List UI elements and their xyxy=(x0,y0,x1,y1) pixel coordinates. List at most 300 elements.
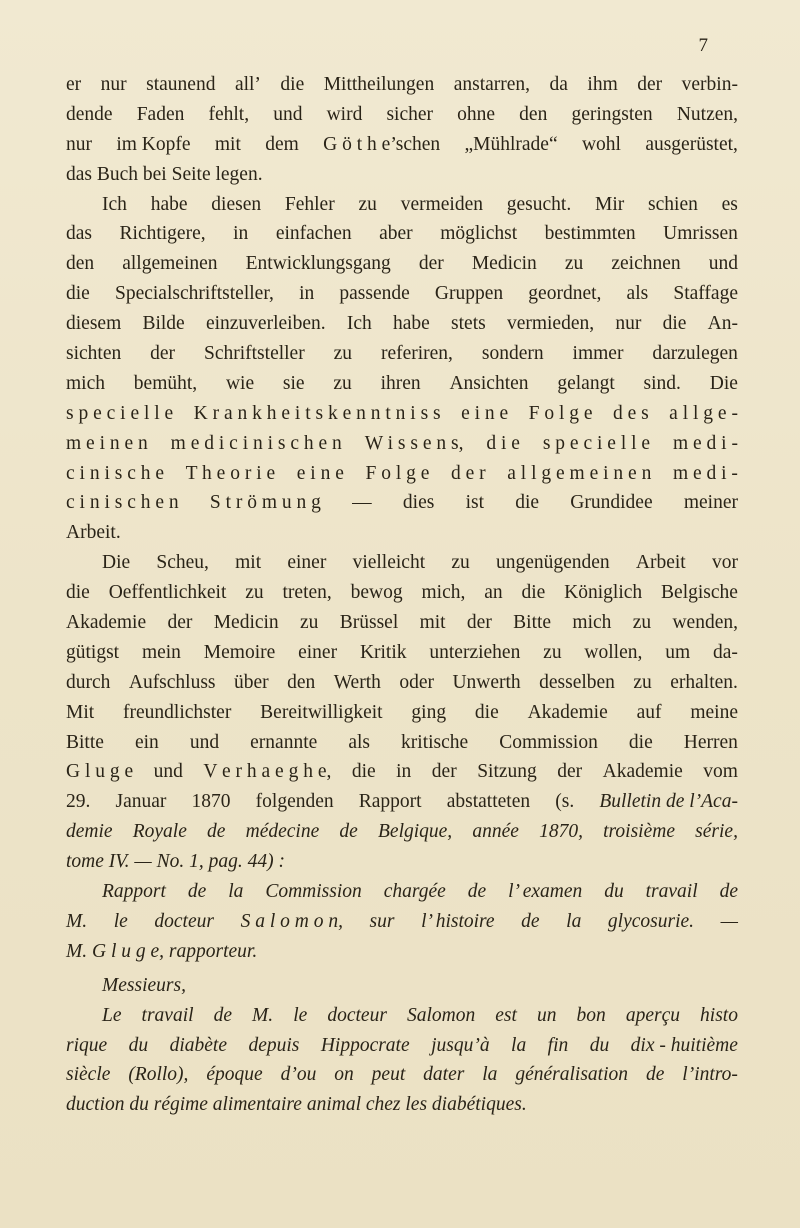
text-line xyxy=(66,937,738,967)
word: S t r ö m u n g xyxy=(209,492,321,514)
text-line xyxy=(66,1001,738,1031)
word: zu xyxy=(358,193,377,215)
word: m e i n e n xyxy=(66,432,148,454)
word: la xyxy=(482,1064,498,1086)
word: mein xyxy=(141,641,181,663)
word: zu xyxy=(333,372,352,394)
word: Belgique, xyxy=(378,821,453,843)
word: meine xyxy=(690,701,738,723)
word: bestimmten xyxy=(544,223,636,245)
word: das xyxy=(66,223,92,245)
word: s p e c i e l l e xyxy=(542,432,651,454)
word: mit xyxy=(214,133,241,155)
text-line xyxy=(66,369,738,399)
word: ein xyxy=(134,731,159,753)
word: der xyxy=(637,74,663,95)
word: die xyxy=(521,582,546,604)
word: dem xyxy=(265,133,299,155)
word: Rapport xyxy=(358,791,422,813)
word: in xyxy=(396,761,412,783)
word: la xyxy=(511,1034,527,1056)
word: passende xyxy=(339,283,410,305)
word: stets xyxy=(451,313,486,335)
word: mich, xyxy=(421,582,466,604)
text-line xyxy=(66,459,738,489)
word: sind. xyxy=(643,372,681,394)
word: Royale xyxy=(132,821,187,843)
word: an xyxy=(484,582,503,604)
word: — xyxy=(720,910,738,932)
word: Medicin xyxy=(471,253,537,275)
word: abstatteten xyxy=(446,791,531,813)
word: verbin- xyxy=(681,74,738,95)
word: Scheu, xyxy=(156,552,209,574)
word: der xyxy=(431,761,457,783)
word: gesucht. xyxy=(506,193,572,215)
word: 29. xyxy=(66,791,91,813)
word: als xyxy=(348,731,370,753)
word: und xyxy=(708,253,738,275)
word: im Kopfe xyxy=(116,133,191,155)
word: c i n i s c h e n xyxy=(66,492,179,514)
word: die xyxy=(66,283,90,305)
word: geordnet, xyxy=(528,283,602,305)
word: du xyxy=(128,1034,149,1056)
word: Arbeit xyxy=(635,552,686,574)
word: da xyxy=(549,74,568,95)
word: ihren xyxy=(380,372,421,394)
word: S a l o m o n, xyxy=(240,910,343,932)
text-line xyxy=(66,548,738,578)
word: bewog xyxy=(350,582,403,604)
word: der xyxy=(557,761,583,783)
word: vor xyxy=(711,552,738,574)
word: folgenden xyxy=(255,791,334,813)
word: Akademie xyxy=(602,761,683,783)
word: sie xyxy=(282,372,305,394)
word: ausgerüstet, xyxy=(645,133,738,155)
word: la xyxy=(566,910,582,932)
word: chargée xyxy=(383,881,446,903)
word: Bitte xyxy=(513,612,552,634)
word: W i s s e n s, xyxy=(364,432,464,454)
word: einzuverleiben. xyxy=(205,313,326,335)
word: um xyxy=(665,641,691,663)
word: (s. xyxy=(555,791,575,813)
word: dix - huitième xyxy=(630,1034,738,1056)
word: Faden xyxy=(136,103,185,125)
word: ist xyxy=(465,492,484,514)
text-line xyxy=(66,339,738,369)
word: Salomon xyxy=(406,1004,476,1026)
word: die xyxy=(66,582,90,604)
word: Hippocrate xyxy=(320,1034,410,1056)
text-line xyxy=(66,817,738,847)
word: Memoire xyxy=(203,641,276,663)
word: Oeffentlichkeit xyxy=(108,582,227,604)
word: die xyxy=(474,701,499,723)
word: durch xyxy=(66,671,111,693)
word: wollen, xyxy=(584,641,643,663)
word: immer xyxy=(572,343,624,365)
word: vermeiden xyxy=(400,193,483,215)
word: habe xyxy=(392,313,430,335)
word: Januar xyxy=(115,791,167,813)
word: und xyxy=(189,731,220,753)
word: Bulletin de l’Aca- xyxy=(599,791,738,813)
word: wird xyxy=(326,103,363,125)
word: Fehler xyxy=(284,193,335,215)
word: diesen xyxy=(211,193,262,215)
word: den xyxy=(519,103,548,125)
word: Messieurs, xyxy=(102,974,186,996)
word: Bitte xyxy=(66,731,104,753)
body-text xyxy=(66,70,738,1120)
word: An- xyxy=(707,313,738,335)
word: de xyxy=(213,1004,232,1026)
word: Entwicklungsgang xyxy=(245,253,391,275)
word: de xyxy=(521,910,540,932)
word: c i n i s c h e xyxy=(66,462,165,484)
text-line xyxy=(66,638,738,668)
word: Gruppen xyxy=(434,283,504,305)
text-line xyxy=(66,787,738,817)
word: docteur xyxy=(327,1004,387,1026)
word: unterziehen xyxy=(429,641,521,663)
text-line xyxy=(66,757,738,787)
word: geringsten xyxy=(571,103,653,125)
word: généralisation xyxy=(515,1064,629,1086)
word: série, xyxy=(695,821,738,843)
word: V e r h a e g h e, xyxy=(203,761,332,783)
word: er xyxy=(66,74,82,95)
text-line xyxy=(66,971,738,1001)
word: mit xyxy=(419,612,446,634)
word: époque xyxy=(206,1064,263,1086)
word: auf xyxy=(636,701,662,723)
word: fehlt, xyxy=(208,103,250,125)
word: das Buch bei Seite legen. xyxy=(66,163,263,185)
word: den xyxy=(287,671,316,693)
word: nur xyxy=(66,133,92,155)
word: Die xyxy=(709,372,738,394)
word: fin xyxy=(547,1034,569,1056)
word: s p e c i e l l e xyxy=(66,402,174,424)
word: gelangt xyxy=(557,372,615,394)
word: diabète xyxy=(169,1034,227,1056)
word: F o l g e xyxy=(365,462,430,484)
text-line xyxy=(66,219,738,249)
word: Kritik xyxy=(359,641,407,663)
word: ihm xyxy=(587,74,618,95)
word: Werth xyxy=(333,671,381,693)
word: Ansichten xyxy=(449,372,529,394)
word: desselben xyxy=(539,671,615,693)
word: Staffage xyxy=(673,283,738,305)
word: M. G l u g e, rapporteur. xyxy=(66,940,258,962)
word: freundlichster xyxy=(123,701,232,723)
word: und xyxy=(153,761,183,783)
word: peut xyxy=(371,1064,406,1086)
word: sur xyxy=(369,910,395,932)
word: siècle xyxy=(66,1064,111,1086)
word: K r a n k h e i t s k e n n t n i s s xyxy=(193,402,441,424)
word: de xyxy=(467,881,487,903)
text-line xyxy=(66,488,738,518)
word: in xyxy=(233,223,249,245)
word: bemüht, xyxy=(133,372,198,394)
word: F o l g e xyxy=(528,402,593,424)
text-line xyxy=(66,877,738,907)
word: Commission xyxy=(265,881,362,903)
word: m e d i - xyxy=(672,462,738,484)
text-line xyxy=(66,399,738,429)
word: M. xyxy=(252,1004,274,1026)
word: histo xyxy=(700,1004,738,1026)
text-line xyxy=(66,130,738,160)
word: docteur xyxy=(154,910,214,932)
word: Rapport xyxy=(102,881,166,903)
word: Umrissen xyxy=(663,223,738,245)
word: le xyxy=(113,910,128,932)
word: m e d i - xyxy=(672,432,738,454)
word: vermieden, xyxy=(506,313,595,335)
word: Unwerth xyxy=(452,671,521,693)
word: G l u g e xyxy=(66,761,134,783)
word: e i n e xyxy=(461,402,509,424)
word: demie xyxy=(66,821,113,843)
word: Mittheilungen xyxy=(323,74,435,95)
word: einer xyxy=(287,552,327,574)
word: dater xyxy=(423,1064,465,1086)
word: Schriftsteller xyxy=(203,343,305,365)
word: mich xyxy=(66,372,105,394)
word: année xyxy=(472,821,519,843)
word: jusqu’à xyxy=(431,1034,490,1056)
word: T h e o r i e xyxy=(185,462,276,484)
word: d e s xyxy=(612,402,649,424)
word: zu xyxy=(300,612,319,634)
word: oder xyxy=(399,671,434,693)
word: 1870 xyxy=(191,791,231,813)
word: ernannte xyxy=(250,731,318,753)
word: Bereitwilligkeit xyxy=(260,701,383,723)
word: ohne xyxy=(457,103,496,125)
word: möglichst xyxy=(440,223,518,245)
word: troisième xyxy=(603,821,675,843)
word: Belgische xyxy=(661,582,738,604)
word: e i n e xyxy=(296,462,344,484)
word: anstarren, xyxy=(453,74,531,95)
word: zu xyxy=(564,253,584,275)
word: aber xyxy=(379,223,413,245)
word: Grundidee xyxy=(570,492,653,514)
word: glycosurie. xyxy=(607,910,695,932)
text-line xyxy=(66,608,738,638)
word: Richtigere, xyxy=(119,223,206,245)
word: Ich xyxy=(102,193,127,215)
word: du xyxy=(604,881,624,903)
word: zu xyxy=(333,343,353,365)
word: Akademie xyxy=(66,612,147,634)
word: über xyxy=(233,671,269,693)
text-line xyxy=(66,279,738,309)
word: de xyxy=(719,881,738,903)
word: Bilde xyxy=(142,313,185,335)
word: Mir xyxy=(595,193,625,215)
word: Akademie xyxy=(527,701,608,723)
word: aperçu xyxy=(625,1004,680,1026)
word: allgemeinen xyxy=(122,253,218,275)
word: de xyxy=(339,821,358,843)
word: vielleicht xyxy=(352,552,426,574)
word: M. xyxy=(66,910,88,932)
word: zu xyxy=(451,552,470,574)
text-line xyxy=(66,1031,738,1061)
word: den xyxy=(66,253,95,275)
word: gütigst xyxy=(66,641,120,663)
word: zu xyxy=(633,671,652,693)
word: bon xyxy=(576,1004,606,1026)
word: de xyxy=(207,821,226,843)
word: le xyxy=(293,1004,308,1026)
word: on xyxy=(334,1064,354,1086)
word: staunend xyxy=(146,74,216,95)
word: Nutzen, xyxy=(676,103,738,125)
word: ungenügenden xyxy=(495,552,610,574)
word: d e r xyxy=(451,462,486,484)
word: die xyxy=(280,74,305,95)
word: tome IV. — No. 1, pag. 44) : xyxy=(66,851,286,873)
word: de xyxy=(645,1064,665,1086)
text-line xyxy=(66,70,738,100)
word: a l l g e m e i n e n xyxy=(507,462,652,484)
word: zu xyxy=(543,641,562,663)
word: duction du régime alimentaire animal chez les diabétiques. xyxy=(66,1094,527,1116)
word: — xyxy=(352,492,372,514)
word: und xyxy=(273,103,303,125)
word: Ich xyxy=(346,313,372,335)
word: mich xyxy=(572,612,612,634)
text-line xyxy=(66,1090,738,1120)
word: Königlich xyxy=(564,582,643,604)
word: est xyxy=(495,1004,517,1026)
word: die xyxy=(515,492,540,514)
word: sichten xyxy=(66,343,122,365)
word: der xyxy=(150,343,176,365)
word: sicher xyxy=(386,103,434,125)
word: d i e xyxy=(486,432,520,454)
word: in xyxy=(299,283,315,305)
word: Arbeit. xyxy=(66,522,121,544)
word: médecine xyxy=(245,821,320,843)
word: travail xyxy=(141,1004,194,1026)
text-line xyxy=(66,698,738,728)
word: Herren xyxy=(683,731,738,753)
word: einer xyxy=(298,641,338,663)
word: Die xyxy=(102,552,131,574)
word: „Mühlrade“ xyxy=(464,133,558,155)
word: dende xyxy=(66,103,113,125)
word: Sitzung xyxy=(477,761,537,783)
word: zu xyxy=(632,612,652,634)
word: Mit xyxy=(66,701,95,723)
word: depuis xyxy=(248,1034,300,1056)
word: la xyxy=(228,881,244,903)
word: wohl xyxy=(581,133,621,155)
word: du xyxy=(589,1034,610,1056)
word: l’intro- xyxy=(682,1064,738,1086)
word: es xyxy=(721,193,738,215)
word: erhalten. xyxy=(670,671,738,693)
word: Specialschriftsteller, xyxy=(114,283,274,305)
text-line xyxy=(66,907,738,937)
word: da- xyxy=(712,641,738,663)
word: meiner xyxy=(683,492,738,514)
word: 1870, xyxy=(539,821,583,843)
word: nur xyxy=(100,74,127,95)
word: un xyxy=(536,1004,557,1026)
word: Le xyxy=(102,1004,122,1026)
word: kritische xyxy=(401,731,469,753)
word: die xyxy=(351,761,376,783)
word: l’ examen xyxy=(508,881,583,903)
word: all’ xyxy=(234,74,261,95)
word: darzulegen xyxy=(652,343,738,365)
word: nur xyxy=(615,313,642,335)
word: wie xyxy=(225,372,255,394)
word: m e d i c i n i s c h e n xyxy=(170,432,342,454)
word: rique xyxy=(66,1034,108,1056)
word: Medicin xyxy=(213,612,279,634)
text-line xyxy=(66,578,738,608)
word: dies xyxy=(402,492,435,514)
word: die xyxy=(628,731,653,753)
word: ging xyxy=(411,701,447,723)
word: mit xyxy=(235,552,262,574)
word: die xyxy=(662,313,687,335)
word: als xyxy=(626,283,649,305)
word: Brüssel xyxy=(339,612,399,634)
word: l’ histoire xyxy=(421,910,495,932)
text-line xyxy=(66,249,738,279)
word: treten, xyxy=(282,582,332,604)
word: der xyxy=(167,612,193,634)
text-line xyxy=(66,728,738,758)
text-line xyxy=(66,190,738,220)
word: der xyxy=(466,612,492,634)
word: G ö t h e’schen xyxy=(323,133,441,155)
word: a l l g e - xyxy=(669,402,738,424)
word: (Rollo), xyxy=(128,1064,189,1086)
word: schien xyxy=(648,193,698,215)
text-line xyxy=(66,847,738,877)
word: diesem xyxy=(66,313,122,335)
word: d’ou xyxy=(280,1064,317,1086)
word: wenden, xyxy=(672,612,738,634)
text-line xyxy=(66,100,738,130)
word: Commission xyxy=(499,731,598,753)
page-number: 7 xyxy=(698,35,708,56)
word: zu xyxy=(245,582,264,604)
word: zeichnen xyxy=(611,253,681,275)
word: sondern xyxy=(481,343,544,365)
text-line xyxy=(66,668,738,698)
word: vom xyxy=(703,761,738,783)
word: einfachen xyxy=(275,223,352,245)
word: Aufschluss xyxy=(128,671,216,693)
text-line xyxy=(66,160,738,190)
